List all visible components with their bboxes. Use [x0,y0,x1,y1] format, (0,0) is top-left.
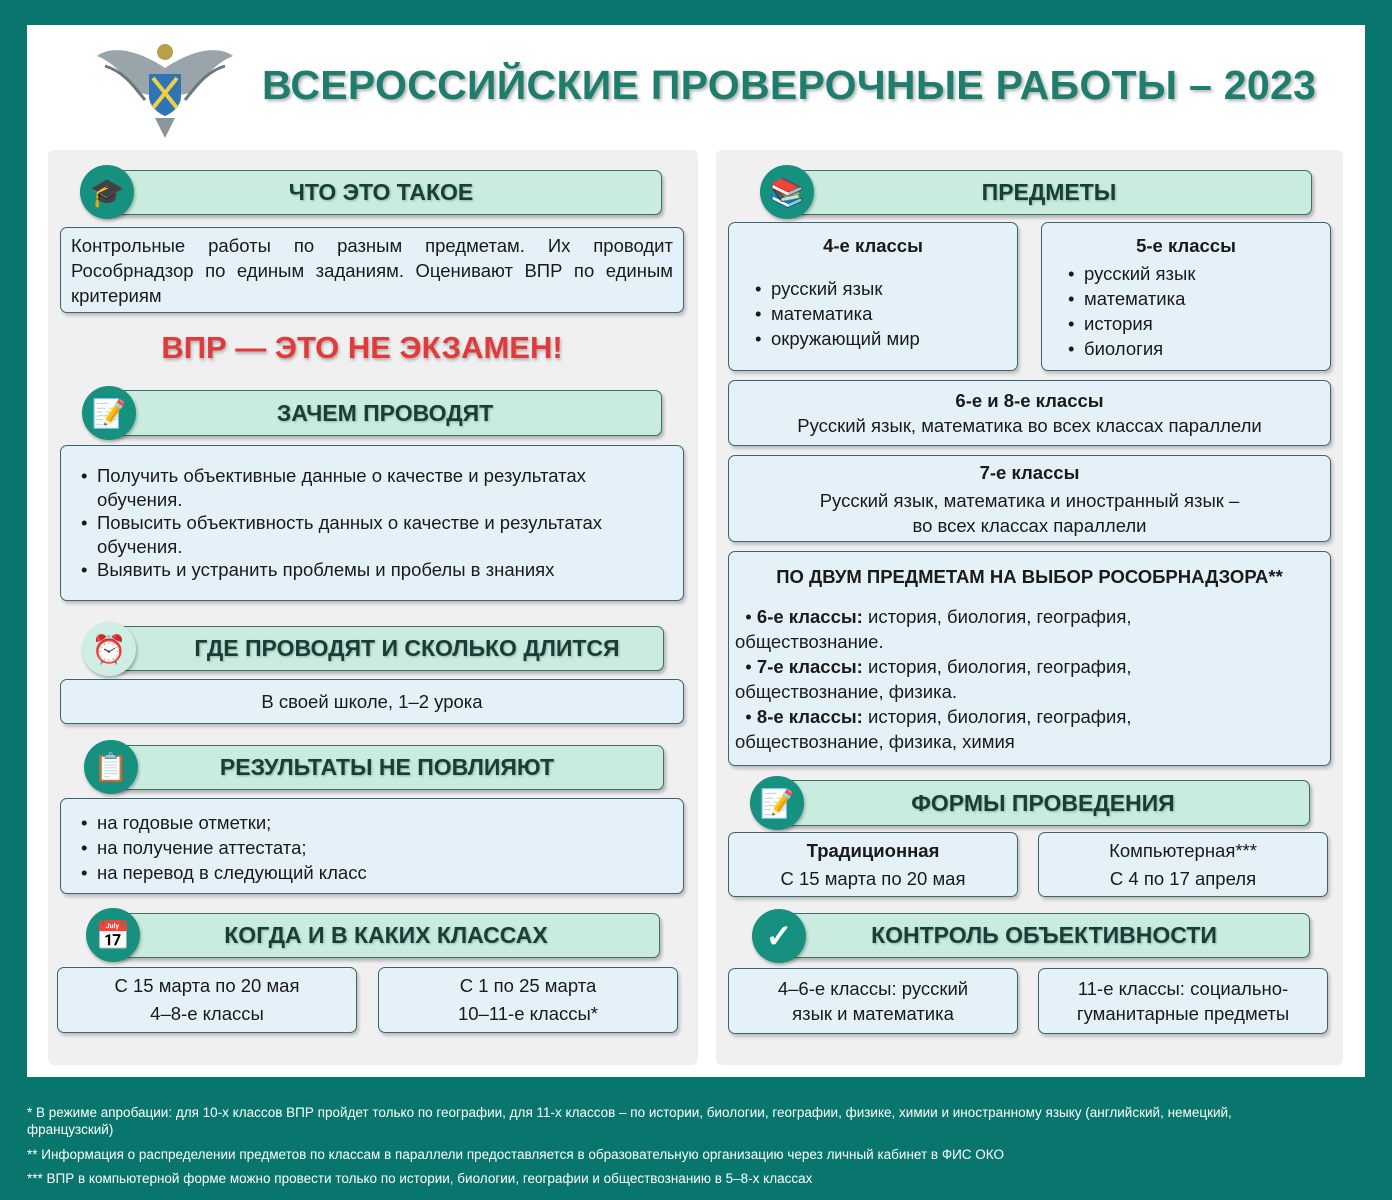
grade4-title: 4-е классы [823,235,923,256]
dates: С 1 по 25 марта [459,975,597,996]
grade: 8-е классы: [756,706,863,727]
heading: ФОРМЫ ПРОВЕДЕНИЯ [911,789,1175,816]
footnote-1: * В режиме апробации: для 10-х классов ВПР пройдет только по географии, для 11-х классов – по истории, биологии, географии, физике, химии и иностранному языку (английский, немецкий, французский) [27,1105,1232,1137]
list-item: • на перевод в следующий класс [75,860,669,885]
list-item: • русский язык [749,276,997,301]
control-box-b [1038,968,1328,1034]
text-line: гуманитарные предметы [1076,1003,1290,1024]
control-box-a [728,968,1018,1034]
when-box-a [57,967,357,1033]
rosobrnadzor-emblem-icon [95,38,235,140]
list-item: • Выявить и устранить проблемы и пробелы в знаниях [75,558,671,582]
list-item: • Получить объективные данные о качестве и результатах обучения. [75,464,671,511]
subjects: история, биология, география, [862,606,1132,627]
text-line: Русский язык, математика и иностранный язык – [819,489,1240,511]
list-item: • биология [1062,336,1310,361]
title: Компьютерная*** [1109,839,1257,861]
text: Русский язык, математика во всех классах параллели [797,415,1262,436]
why-header [108,390,662,436]
document-pen-icon: 📝 [82,386,136,440]
what-is-it-header [100,170,662,215]
list-item: • русский язык [1062,261,1310,286]
dates: С 4 по 17 апреля [1109,867,1257,889]
books-icon: 📚 [760,165,814,219]
dates: С 15 марта по 20 мая [114,975,300,996]
why-box [60,445,684,601]
heading: ЗАЧЕМ ПРОВОДЯТ [276,399,494,426]
dates: С 15 марта по 20 мая [780,867,966,889]
text-line: язык и математика [792,1003,954,1024]
heading: ЧТО ЭТО ТАКОЕ [288,179,474,205]
checkmark-icon: ✓ [752,909,806,963]
list-item: • на годовые отметки; [75,810,669,835]
grade4-box [728,222,1018,371]
heading: ПРЕДМЕТЫ [981,179,1117,205]
form-traditional-box [728,832,1018,897]
heading: ГДЕ ПРОВОДЯТ И СКОЛЬКО ДЛИТСЯ [194,635,620,661]
subjects: история, биология, география, [862,706,1132,727]
when-header [112,913,660,958]
grades: 4–8-е классы [150,1003,264,1024]
list-item: • 7-е классы: история, биология, география, обществознание, физика. [735,656,1132,702]
list-item: • математика [749,301,997,326]
subjects: обществознание, физика. [735,681,958,702]
footnote-3: *** ВПР в компьютерной форме можно провести только по истории, биологии, географии и обществознанию в 5–8-х классах [27,1171,813,1186]
where-box [60,679,684,724]
results-box [60,798,684,894]
list-item: • 8-е классы: история, биология, география, обществознание, физика, химия [735,706,1132,752]
list-item: • история [1062,311,1310,336]
title: 6-е и 8-е классы [955,390,1104,411]
description: Контрольные работы по разным предметам. Их проводит Рособрнадзор по единым заданиям. Оценивают ВПР по единым критериям [71,235,673,306]
grade: 7-е классы: [756,656,863,677]
footnote-2: ** Информация о распределении предметов по классам в параллели предоставляется в образовательную организацию через личный кабинет в ФИС ОКО [27,1147,1005,1162]
choice-box [728,551,1331,766]
grade: 6-е классы: [756,606,863,627]
list-item: • окружающий мир [749,326,997,351]
alarm-clock-icon: ⏰ [82,622,136,676]
list-item: • математика [1062,286,1310,311]
subjects: история, биология, география, [862,656,1132,677]
forms-header [776,780,1310,826]
text-line: 4–6-е классы: русский [777,978,969,999]
choice-title: ПО ДВУМ ПРЕДМЕТАМ НА ВЫБОР РОСОБРНАДЗОРА** [776,566,1283,587]
grade6-8-box [728,380,1331,446]
results-header [110,745,664,790]
subjects: обществознание, физика, химия [735,731,1015,752]
list-item: • на получение аттестата; [75,835,669,860]
form-computer-box [1038,832,1328,897]
heading: КОГДА И В КАКИХ КЛАССАХ [224,922,548,948]
where-header [110,626,664,671]
what-is-it-box [60,227,684,313]
subjects-header [786,170,1312,215]
text-line: во всех классах параллели [912,514,1147,536]
title: Традиционная [806,839,940,861]
heading: РЕЗУЛЬТАТЫ НЕ ПОВЛИЯЮТ [219,754,555,780]
control-header [778,913,1310,958]
when-box-b [378,967,678,1033]
warning-text: ВПР — ЭТО НЕ ЭКЗАМЕН! [161,330,563,365]
grades: 10–11-е классы* [457,1003,599,1024]
grade5-title: 5-е классы [1136,235,1236,256]
heading: КОНТРОЛЬ ОБЪЕКТИВНОСТИ [871,922,1217,948]
checklist-icon: 📋 [84,740,138,794]
graduation-cap-icon: 🎓 [80,165,134,219]
grade7-box [728,455,1331,542]
text-line: 11-е классы: социально- [1077,978,1289,999]
page-title: ВСЕРОССИЙСКИЕ ПРОВЕРОЧНЫЕ РАБОТЫ – 2023 [262,62,1317,108]
list-item: • 6-е классы: история, биология, география, обществознание. [735,606,1132,652]
list-item: • Повысить объективность данных о качестве и результатах обучения. [75,511,671,558]
title: 7-е классы [979,461,1080,483]
subjects: обществознание. [735,631,884,652]
document-pen-icon: 📝 [750,776,804,830]
grade5-box [1041,222,1331,371]
description: В своей школе, 1–2 урока [261,691,483,712]
calendar-icon: 📅 [86,908,140,962]
